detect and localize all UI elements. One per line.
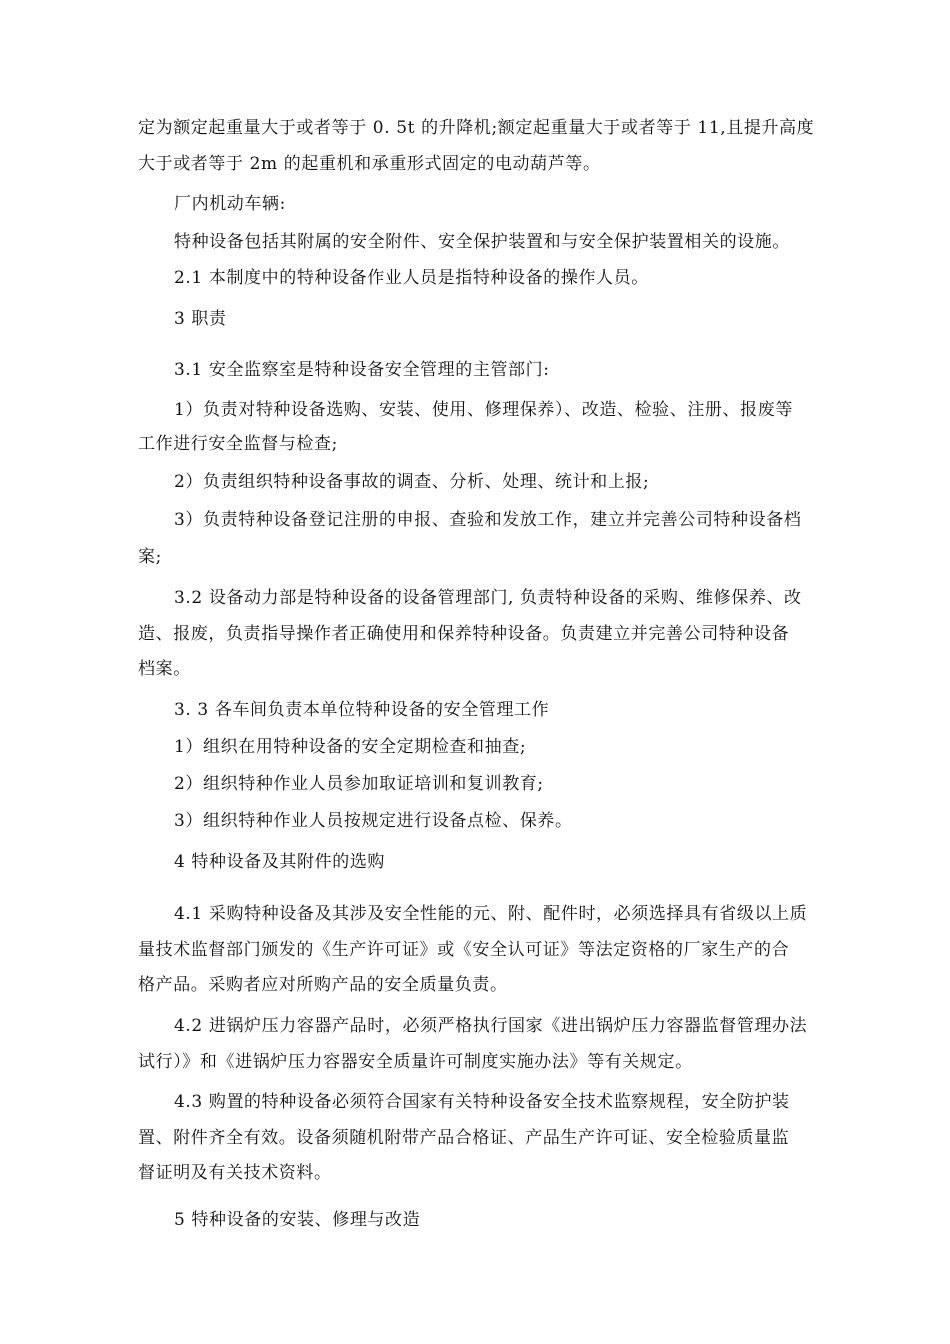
text-line: 工作进行安全监督与检查;: [138, 434, 338, 454]
text-line: 3.2 设备动力部是特种设备的设备管理部门, 负责特种设备的采购、维修保养、改: [174, 588, 802, 608]
section-heading: 5 特种设备的安装、修理与改造: [174, 1210, 421, 1230]
text-line: 案;: [138, 547, 162, 567]
section-heading: 4 特种设备及其附件的选购: [174, 852, 386, 872]
text-line: 厂内机动车辆:: [174, 194, 286, 214]
text-line: 定为额定起重量大于或者等于 0. 5t 的升降机;额定起重量大于或者等于 11,且提升高度: [138, 118, 815, 138]
text-line: 3）负责特种设备登记注册的申报、查验和发放工作，建立并完善公司特种设备档: [174, 510, 802, 530]
text-line: 档案。: [138, 659, 191, 679]
text-line: 大于或者等于 2m 的起重机和承重形式固定的电动葫芦等。: [138, 154, 601, 174]
text-line: 4.3 购置的特种设备必须符合国家有关特种设备安全技术监察规程，安全防护装: [174, 1092, 790, 1112]
text-line: 造、报废，负责指导操作者正确使用和保养特种设备。负责建立并完善公司特种设备: [138, 624, 790, 644]
section-heading: 3 职责: [174, 309, 227, 329]
text-line: 2）组织特种作业人员参加取证培训和复训教育;: [174, 774, 544, 794]
text-line: 格产品。采购者应对所购产品的安全质量负责。: [138, 975, 508, 995]
text-line: 2.1 本制度中的特种设备作业人员是指特种设备的操作人员。: [174, 268, 649, 288]
text-line: 4.1 采购特种设备及其涉及安全性能的元、附、配件时，必须选择具有省级以上质: [174, 904, 808, 924]
text-line: 3. 3 各车间负责本单位特种设备的安全管理工作: [174, 700, 550, 720]
text-line: 1）负责对特种设备选购、安装、使用、修理保养）、改造、检验、注册、报废等: [174, 400, 793, 420]
text-line: 特种设备包括其附属的安全附件、安全保护装置和与安全保护装置相关的设施。: [174, 232, 790, 252]
text-line: 4.2 进锅炉压力容器产品时，必须严格执行国家《进出锅炉压力容器监督管理办法: [174, 1016, 808, 1036]
text-line: 1）组织在用特种设备的安全定期检查和抽查;: [174, 737, 527, 757]
text-line: 2）负责组织特种设备事故的调查、分析、处理、统计和上报;: [174, 472, 650, 492]
text-line: 量技术监督部门颁发的《生产许可证》或《安全认可证》等法定资格的厂家生产的合: [138, 940, 790, 960]
text-line: 试行）》和《进锅炉压力容器安全质量许可制度实施办法》等有关规定。: [138, 1052, 693, 1072]
text-line: 督证明及有关技术资料。: [138, 1163, 332, 1183]
text-line: 置、附件齐全有效。设备须随机附带产品合格证、产品生产许可证、安全检验质量监: [138, 1128, 790, 1148]
text-line: 3）组织特种作业人员按规定进行设备点检、保养。: [174, 811, 573, 831]
text-line: 3.1 安全监察室是特种设备安全管理的主管部门:: [174, 360, 550, 380]
